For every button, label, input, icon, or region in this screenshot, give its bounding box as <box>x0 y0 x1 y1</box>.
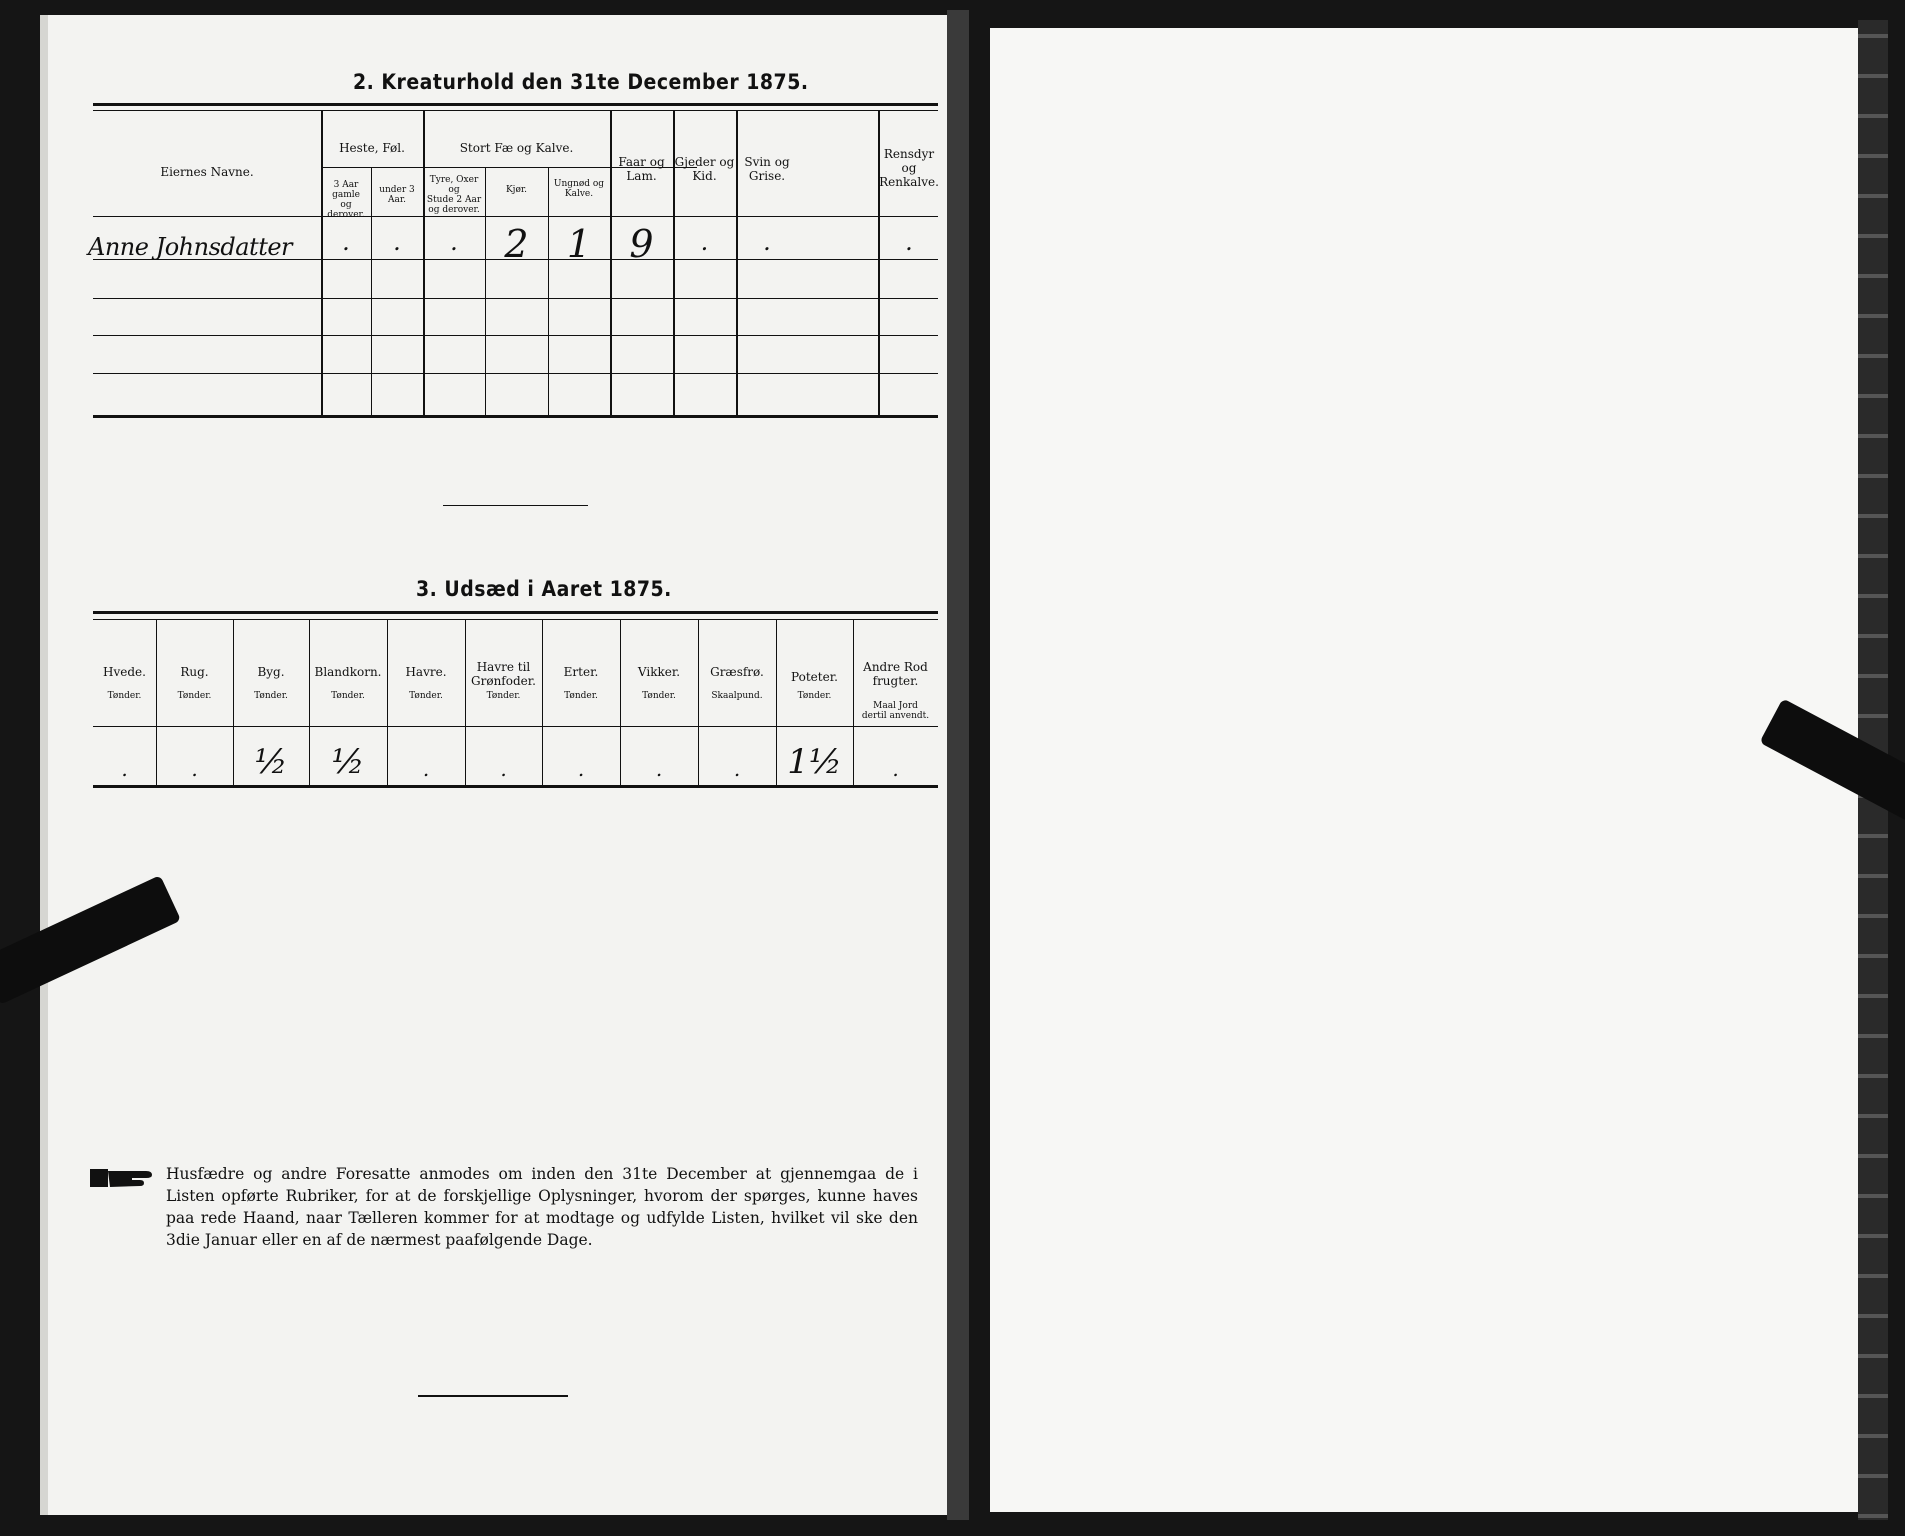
heste-group-rule <box>321 167 423 168</box>
col-owner-header: Eiernes Navne. <box>160 165 254 179</box>
gjeder-header: Gjeder og Kid. <box>674 155 735 183</box>
section-separator <box>443 505 588 506</box>
right-page <box>990 28 1858 1512</box>
val-vikker: . <box>655 757 663 781</box>
cell-gjeder: . <box>700 228 709 256</box>
kjor-header: Kjør. <box>505 185 528 195</box>
val-erter: . <box>577 757 585 781</box>
val-byg: ½ <box>254 742 288 782</box>
col-rule <box>548 167 549 416</box>
col-rule <box>423 111 425 416</box>
cell-svin: . <box>763 228 771 256</box>
vikker-header: Vikker. <box>637 665 681 679</box>
erter-header: Erter. <box>563 665 599 679</box>
cell-kjor: 2 <box>504 222 529 266</box>
svin-header: Svin og Grise. <box>744 155 790 183</box>
heste-young-header: under 3 Aar. <box>379 185 415 205</box>
val-rug: . <box>191 757 198 781</box>
left-page <box>40 15 950 1515</box>
val-havre-gronfoder: . <box>500 757 507 781</box>
havre-unit: Tønder. <box>409 691 443 701</box>
val-andre-rodfrugter: . <box>892 757 899 781</box>
section3-title: 3. Udsæd i Aaret 1875. <box>416 577 672 601</box>
havre-gronfoder-header: Havre til Grønfoder. <box>471 660 536 688</box>
val-graesfro: . <box>733 757 741 781</box>
tyre-header: Tyre, Oxer og Stude 2 Aar og derover. <box>426 175 482 215</box>
blandkorn-unit: Tønder. <box>331 691 365 701</box>
graesfro-header: Græsfrø. <box>710 665 764 679</box>
row-rule <box>93 298 938 299</box>
table3-top-rule-thin <box>93 619 938 620</box>
blandkorn-header: Blandkorn. <box>314 665 382 679</box>
andre-rodfrugter-unit: Maal Jord dertil anvendt. <box>861 701 930 721</box>
cell-ungnod: 1 <box>566 222 592 266</box>
graesfro-unit: Skaalpund. <box>711 691 763 701</box>
rug-unit: Tønder. <box>177 691 212 701</box>
cell-tyre: . <box>450 228 458 256</box>
section2-title: 2. Kreaturhold den 31te December 1875. <box>353 70 809 94</box>
cell-heste-young: . <box>393 228 401 256</box>
table2-header-rule <box>321 216 938 217</box>
poteter-unit: Tønder. <box>797 691 832 701</box>
table2-header-rule-owner <box>93 216 321 217</box>
cell-faar: 9 <box>629 222 654 266</box>
faar-header: Faar og Lam. <box>618 155 665 183</box>
val-havre: . <box>422 757 430 781</box>
byg-unit: Tønder. <box>254 691 288 701</box>
heste-group-header: Heste, Føl. <box>339 141 405 155</box>
poteter-header: Poteter. <box>791 670 838 684</box>
havre-gronfoder-unit: Tønder. <box>486 691 521 701</box>
byg-header: Byg. <box>257 665 285 679</box>
erter-unit: Tønder. <box>564 691 598 701</box>
table2-bottom-rule <box>93 415 938 418</box>
pointing-hand-icon <box>88 1163 158 1193</box>
col-rule <box>321 111 323 416</box>
row-rule <box>93 373 938 374</box>
rensdyr-header: Rensdyr og Renkalve. <box>879 147 939 189</box>
row-rule <box>93 335 938 336</box>
table2-top-rule <box>93 103 938 106</box>
ungnod-header: Ungnød og Kalve. <box>553 179 605 199</box>
andre-rodfrugter-header: Andre Rod frugter. <box>863 660 928 688</box>
hvede-header: Hvede. <box>103 665 146 679</box>
cell-rensdyr: . <box>905 228 913 256</box>
bottom-rule <box>418 1395 568 1397</box>
book-spine-left <box>947 10 969 1520</box>
rug-header: Rug. <box>180 665 209 679</box>
owner-name: Anne Johnsdatter <box>88 233 293 261</box>
notice-text: Husfædre og andre Foresatte anmodes om inden den 31te December at gjennemgaa de i Listen opførte Rubriker, for at de forskjellige Oplysninger, hvorom der spørges, kunne haves paa rede Haand, naar Tælleren kommer for at modtage og udfylde Listen, hvilket vil ske den 3die Januar eller en af de nærmest paafølgende Dage. <box>166 1165 918 1249</box>
val-blandkorn: ½ <box>331 742 365 782</box>
stort-group-header: Stort Fæ og Kalve. <box>459 141 574 155</box>
col-rule <box>485 167 486 416</box>
heste-old-header: 3 Aar gamle og derover. <box>327 180 365 220</box>
table2-top-rule-thin <box>93 110 938 111</box>
cell-heste-old: . <box>342 228 350 256</box>
vikker-unit: Tønder. <box>642 691 676 701</box>
val-poteter: 1½ <box>787 742 842 782</box>
val-hvede: . <box>121 757 128 781</box>
table3-header-rule <box>93 726 938 727</box>
hvede-unit: Tønder. <box>107 691 142 701</box>
table3-top-rule <box>93 611 938 614</box>
havre-header: Havre. <box>405 665 447 679</box>
